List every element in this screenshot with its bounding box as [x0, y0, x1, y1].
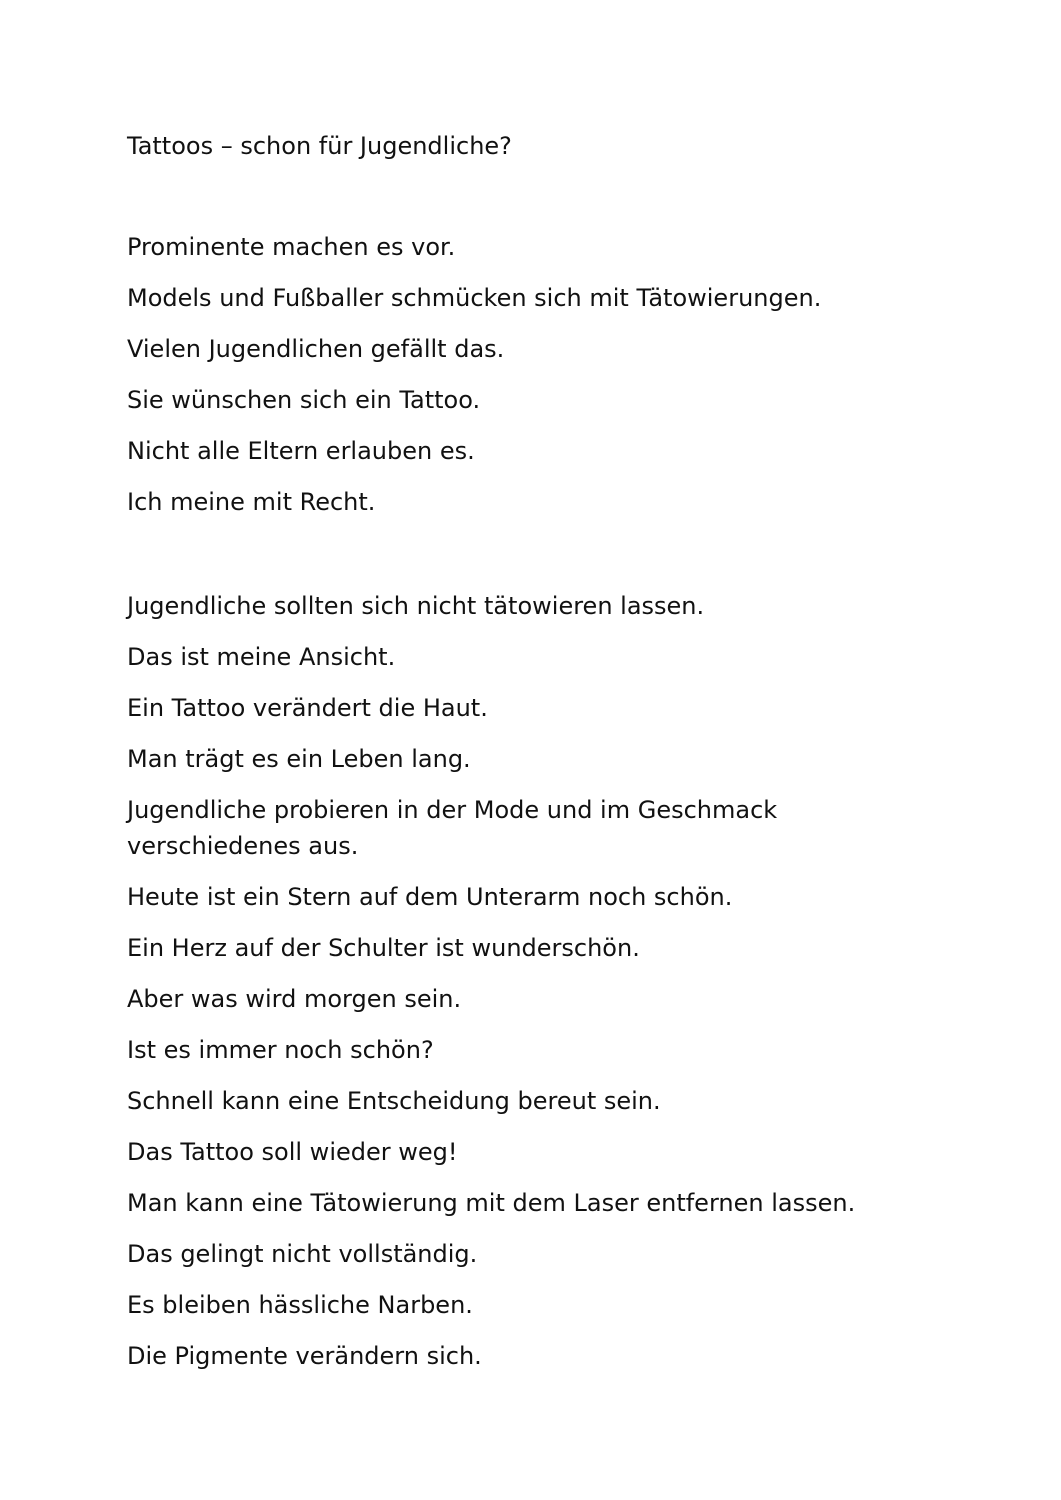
text-line: Das ist meine Ansicht.	[127, 643, 396, 671]
text-line: Schnell kann eine Entscheidung bereut sein.	[127, 1087, 661, 1115]
text-line: Man trägt es ein Leben lang.	[127, 745, 471, 773]
paragraph-intro	[127, 229, 947, 535]
paragraph-argument	[127, 588, 947, 1389]
text-line: Das gelingt nicht vollständig.	[127, 1240, 478, 1268]
text-line: Prominente machen es vor.	[127, 233, 456, 261]
text-line: Es bleiben hässliche Narben.	[127, 1291, 473, 1319]
text-line: Heute ist ein Stern auf dem Unterarm noch schön.	[127, 883, 733, 911]
text-line: Die Pigmente verändern sich.	[127, 1342, 482, 1370]
text-line: Jugendliche probieren in der Mode und im Geschmack verschiedenes aus.	[127, 796, 778, 860]
text-line: Ein Tattoo verändert die Haut.	[127, 694, 488, 722]
text-line: Man kann eine Tätowierung mit dem Laser entfernen lassen.	[127, 1189, 856, 1217]
text-line: Aber was wird morgen sein.	[127, 985, 462, 1013]
document-title: Tattoos – schon für Jugendliche?	[127, 132, 512, 160]
text-line: Das Tattoo soll wieder weg!	[127, 1138, 458, 1166]
text-line: Ein Herz auf der Schulter ist wunderschön.	[127, 934, 640, 962]
text-line: Sie wünschen sich ein Tattoo.	[127, 386, 481, 414]
text-line: Ich meine mit Recht.	[127, 488, 376, 516]
text-line: Vielen Jugendlichen gefällt das.	[127, 335, 505, 363]
text-line: Models und Fußballer schmücken sich mit Tätowierungen.	[127, 284, 822, 312]
text-line: Nicht alle Eltern erlauben es.	[127, 437, 475, 465]
text-line: Ist es immer noch schön?	[127, 1036, 434, 1064]
text-line: Jugendliche sollten sich nicht tätowieren lassen.	[127, 592, 705, 620]
